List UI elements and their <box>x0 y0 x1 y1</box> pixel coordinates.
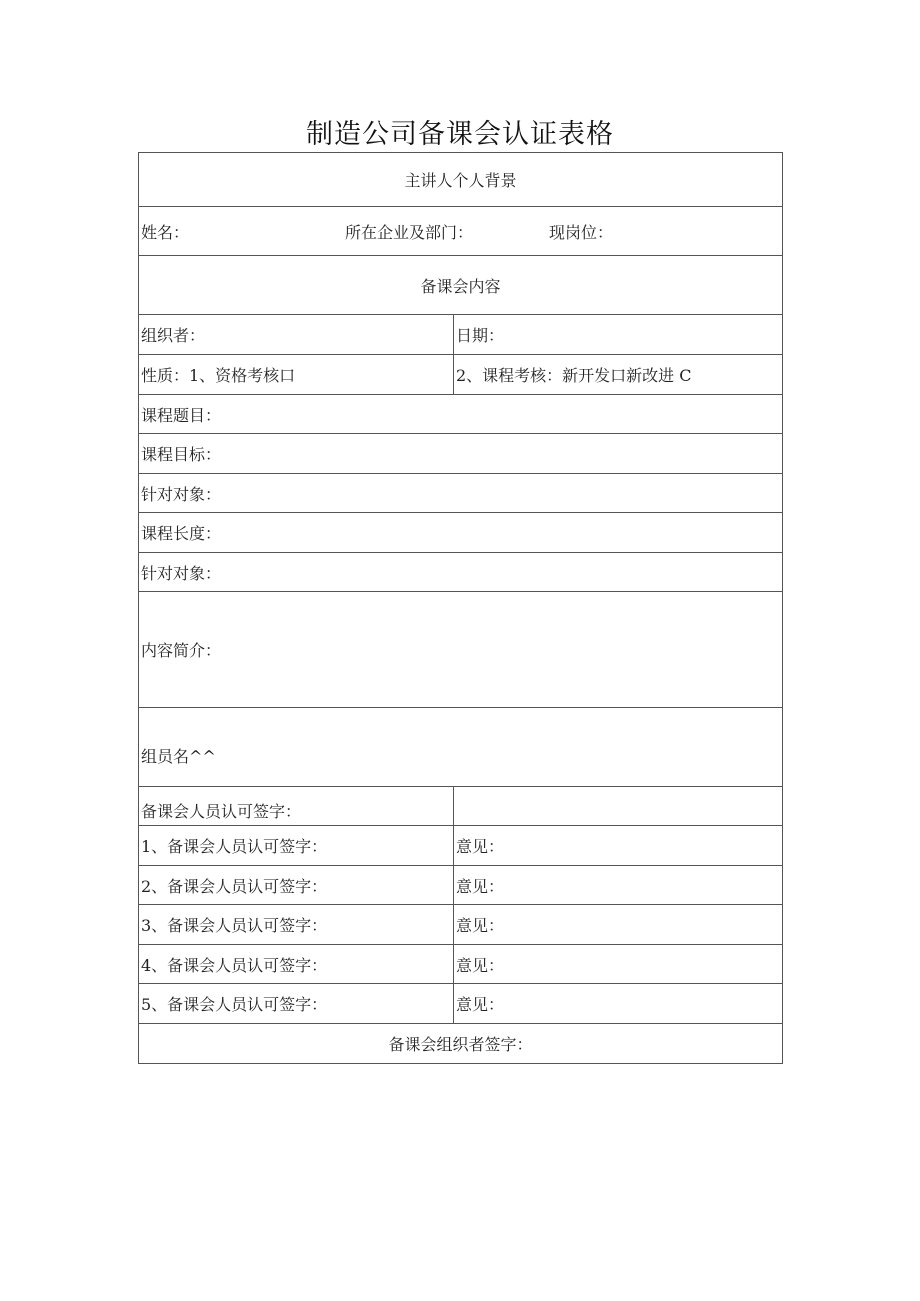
date-field[interactable]: 日期： <box>454 315 783 355</box>
approval-blank-cell <box>454 787 783 826</box>
course-topic-field[interactable]: 课程题目： <box>139 395 783 434</box>
approver-opinion-field-1[interactable]: 意见： <box>454 826 783 866</box>
speaker-section-header: 主讲人个人背景 <box>139 153 783 207</box>
organizer-date-row <box>139 315 783 355</box>
approver-signature-field-1[interactable]: 1、备课会人员认可签字： <box>139 826 454 866</box>
course-length-field[interactable]: 课程长度： <box>139 513 783 553</box>
content-summary-row <box>139 592 783 708</box>
approver-opinion-field-3[interactable]: 意见： <box>454 905 783 945</box>
content-summary-field[interactable]: 内容简介： <box>139 592 783 708</box>
speaker-header-row <box>139 153 783 207</box>
approver-opinion-field-2[interactable]: 意见： <box>454 866 783 905</box>
approval-row <box>139 945 783 984</box>
nature-qualification-option[interactable]: 性质：1、资格考核口 <box>139 355 454 395</box>
name-field-label: 姓名： <box>141 222 190 242</box>
form-title: 制造公司备课会认证表格 <box>306 119 614 150</box>
member-names-field[interactable]: 组员名^^ <box>139 708 783 787</box>
current-position-field-label: 现岗位： <box>549 222 614 242</box>
target-audience-field[interactable]: 针对对象： <box>139 474 783 513</box>
approval-header-row <box>139 787 783 826</box>
target-audience-row <box>139 474 783 513</box>
course-exam-option[interactable]: 2、课程考核：新开发口新改进 C <box>454 355 783 395</box>
approver-signature-field-2[interactable]: 2、备课会人员认可签字： <box>139 866 454 905</box>
organizer-field[interactable]: 组织者： <box>139 315 454 355</box>
content-header-row <box>139 256 783 315</box>
course-length-row <box>139 513 783 553</box>
approval-row <box>139 826 783 866</box>
approval-row <box>139 984 783 1024</box>
speaker-info-row <box>139 207 783 256</box>
speaker-info-cell <box>139 207 783 256</box>
member-names-row <box>139 708 783 787</box>
approval-row <box>139 905 783 945</box>
course-topic-row <box>139 395 783 434</box>
approver-signature-field-4[interactable]: 4、备课会人员认可签字： <box>139 945 454 984</box>
approval-row <box>139 866 783 905</box>
target-audience-field-2[interactable]: 针对对象： <box>139 553 783 592</box>
approver-signature-field-3[interactable]: 3、备课会人员认可签字： <box>139 905 454 945</box>
target-audience-row-2 <box>139 553 783 592</box>
approver-opinion-field-5[interactable]: 意见： <box>454 984 783 1024</box>
content-section-header: 备课会内容 <box>139 256 783 315</box>
nature-row <box>139 355 783 395</box>
certification-form-table <box>138 152 783 1064</box>
company-department-field-label: 所在企业及部门： <box>345 222 474 242</box>
approval-signature-header: 备课会人员认可签字： <box>139 787 454 826</box>
organizer-signature-field[interactable]: 备课会组织者签字： <box>139 1024 783 1064</box>
course-goal-row <box>139 434 783 474</box>
approver-signature-field-5[interactable]: 5、备课会人员认可签字： <box>139 984 454 1024</box>
course-goal-field[interactable]: 课程目标： <box>139 434 783 474</box>
approver-opinion-field-4[interactable]: 意见： <box>454 945 783 984</box>
organizer-signature-row <box>139 1024 783 1064</box>
